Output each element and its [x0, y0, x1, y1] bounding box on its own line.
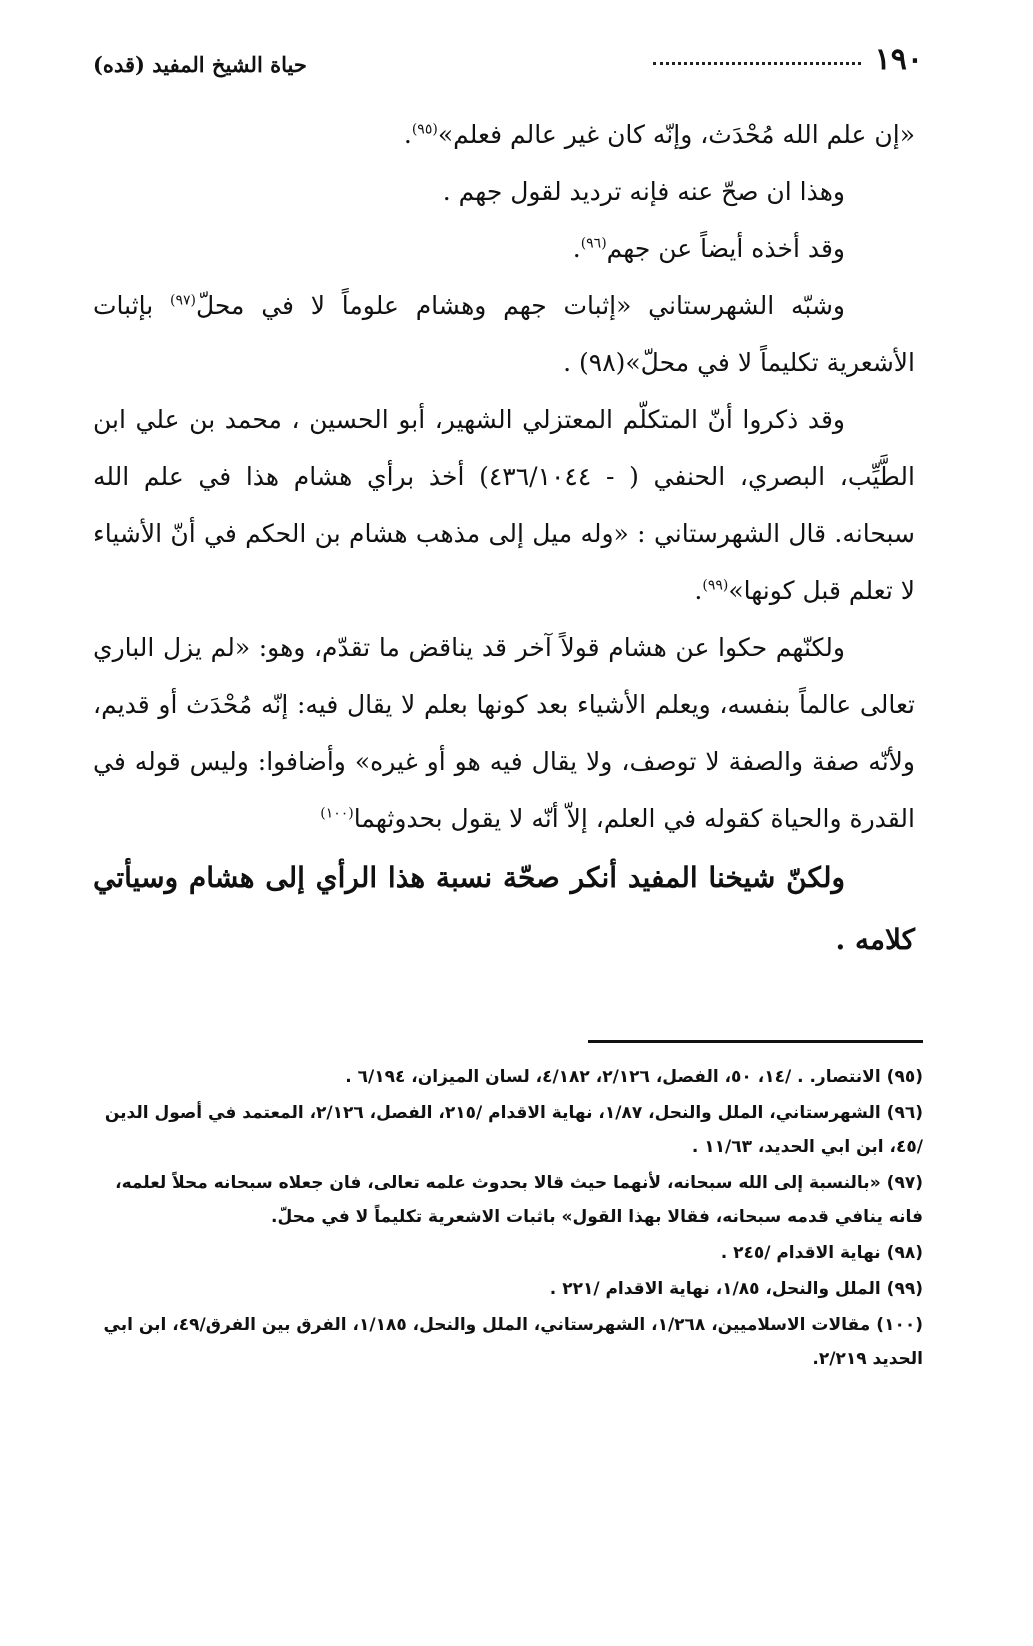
paragraph	[93, 847, 915, 971]
paragraph	[93, 220, 915, 277]
paragraph-tail: .	[572, 234, 581, 263]
paragraph	[93, 277, 915, 391]
page-header	[93, 42, 923, 82]
paragraph-tail: .	[403, 120, 412, 149]
paragraph-text: وشبّه الشهرستاني «إثبات جهم وهشام علوماً لا في محلّ	[195, 291, 845, 320]
footnote-text: «بالنسبة إلى الله سبحانه، لأنهما حيث قالا بحدوث علمه تعالى، فان جعلاه سبحانه محلاً لعلمه، فانه ينافي قدمه سبحانه، فقالا بهذا القول» باثبات الاشعرية تكليماً لا في محلّ.	[115, 1173, 923, 1227]
header-dot-leader	[653, 50, 861, 65]
footnote-ref: (٩٧)	[170, 292, 196, 309]
running-title: حياة الشيخ المفيد (قده)	[93, 52, 307, 77]
paragraph-tail: بإثبات الأشعرية تكليماً لا في محلّ»(٩٨) .	[93, 291, 915, 377]
paragraph-text: وقد أخذه أيضاً عن جهم	[606, 234, 845, 263]
footnote	[93, 1166, 923, 1234]
footnote-number: (٩٨)	[886, 1243, 923, 1263]
paragraph-text: وقد ذكروا أنّ المتكلّم المعتزلي الشهير، أبو الحسين ، محمد بن علي ابن الطَّيِّب، البصري، الحنفي ( - ٤٣٦/١٠٤٤) أخذ برأي هشام هذا في علم الله سبحانه. قال الشهرستاني : «وله ميل إلى مذهب هشام بن الحكم في أنّ الأشياء لا تعلم قبل كونها»	[93, 405, 915, 605]
paragraph	[93, 391, 915, 619]
footnote-number: (٩٦)	[886, 1103, 923, 1123]
paragraph-text: ولكنّ شيخنا المفيد أنكر صحّة نسبة هذا الرأي إلى هشام وسيأتي كلامه .	[93, 861, 915, 956]
footnote-ref: (٩٥)	[411, 121, 438, 138]
footnote-number: (٩٩)	[886, 1279, 923, 1299]
footnote	[93, 1096, 923, 1164]
footnote-text: الملل والنحل، ١/٨٥، نهاية الاقدام /٢٢١ .	[549, 1279, 881, 1299]
footnote-number: (٩٧)	[886, 1173, 923, 1193]
footnote	[93, 1272, 923, 1306]
paragraph-text: ولكنّهم حكوا عن هشام قولاً آخر قد يناقض ما تقدّم، وهو: «لم يزل الباري تعالى عالماً بنفسه، ويعلم الأشياء بعد كونها بعلم لا يقال فيه: إنّه مُحْدَث أو قديم، ولأنّه صفة والصفة لا توصف، ولا يقال فيه هو أو غيره» وأضافوا: وليس قوله في القدرة والحياة كقوله في العلم، إلاّ أنّه لا يقول بحدوثهما	[93, 633, 915, 833]
footnotes	[93, 1060, 923, 1378]
footnote-text: نهاية الاقدام /٢٤٥ .	[720, 1243, 881, 1263]
footnote	[93, 1308, 923, 1376]
paragraph	[93, 163, 915, 220]
footnote-number: (١٠٠)	[876, 1315, 923, 1335]
footnote-ref: (٩٦)	[580, 235, 607, 252]
paragraph-text: «إن علم الله مُحْدَث، وإنّه كان غير عالم فعلم»	[437, 120, 915, 149]
footnote	[93, 1060, 923, 1094]
footnote-number: (٩٥)	[886, 1067, 923, 1087]
footnote-ref: (٩٩)	[702, 577, 729, 594]
footnote-separator	[588, 1040, 923, 1043]
footnote	[93, 1236, 923, 1270]
footnote-text: الانتصار. . /١٤، ٥٠، الفصل، ٢/١٢٦، ٤/١٨٢، لسان الميزان، ٦/١٩٤ .	[345, 1067, 881, 1087]
page-number: ١٩٠	[874, 42, 923, 77]
footnote-text: الشهرستاني، الملل والنحل، ١/٨٧، نهاية الاقدام /٢١٥، الفصل، ٢/١٢٦، المعتمد في أصول الدين /٤٥، ابن ابي الحديد، ١١/٦٣ .	[104, 1103, 923, 1157]
footnote-ref: (١٠٠)	[320, 805, 354, 822]
paragraph-text: وهذا ان صحّ عنه فإنه ترديد لقول جهم .	[442, 177, 845, 206]
paragraph	[93, 106, 915, 163]
paragraph-tail: .	[694, 576, 703, 605]
paragraph	[93, 619, 915, 847]
main-text	[93, 106, 915, 971]
footnote-text: مقالات الاسلاميين، ١/٢٦٨، الشهرستاني، الملل والنحل، ١/١٨٥، الفرق بين الفرق/٤٩، ابن ابي الحديد ٢/٢١٩.	[103, 1315, 923, 1369]
